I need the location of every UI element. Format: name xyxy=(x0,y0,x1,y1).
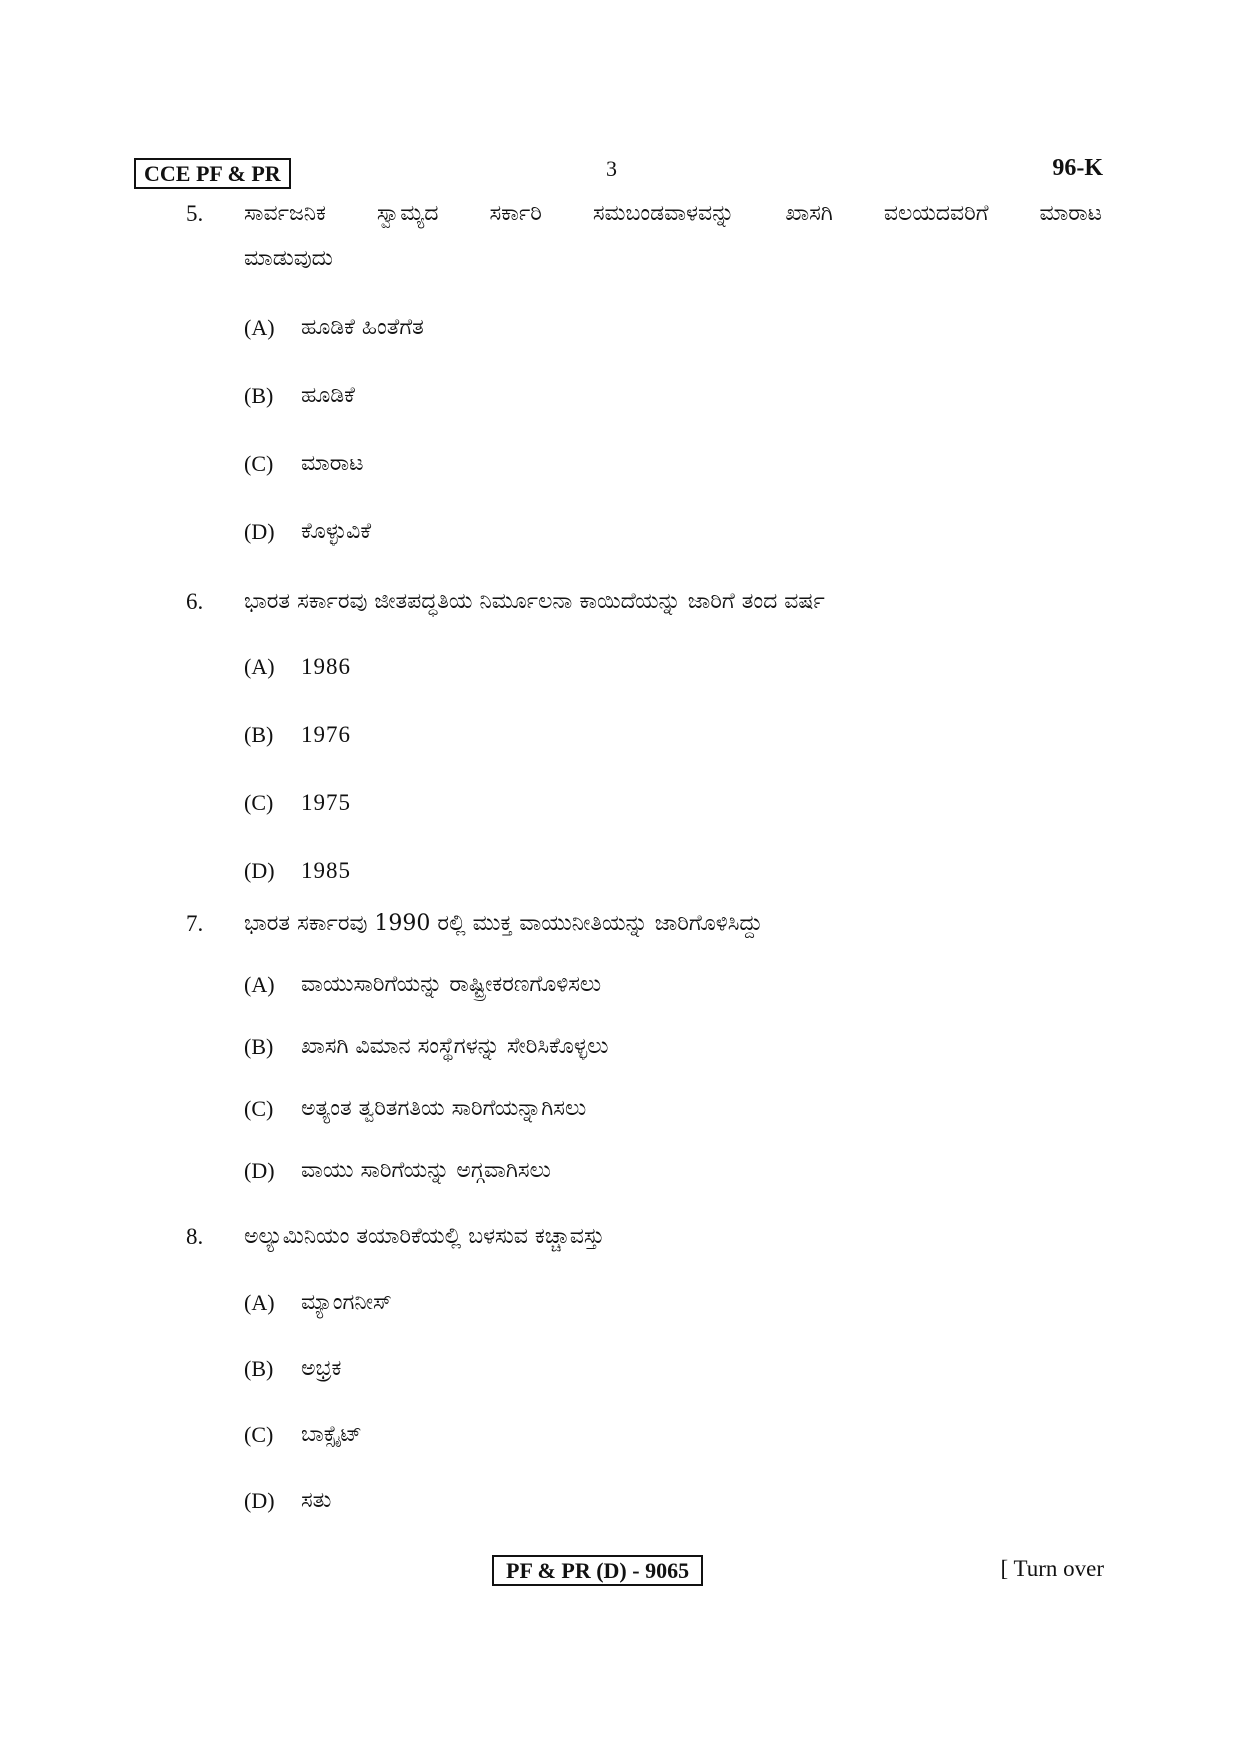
booklet-code: PF & PR (D) - 9065 xyxy=(492,1555,703,1586)
option-label: (C) xyxy=(244,451,274,476)
option-label: (A) xyxy=(244,1290,275,1315)
option-text: ಮಾರಾಟ xyxy=(301,451,364,476)
question-text: ಭಾರತ ಸರ್ಕಾರವು 1990 ರಲ್ಲಿ ಮುಕ್ತ ವಾಯುನೀತಿಯನ್ನು ಜಾರಿಗೊಳಿಸಿದ್ದು xyxy=(244,911,763,936)
option-text: ಕೊಳ್ಳುವಿಕೆ xyxy=(301,519,372,544)
turn-over-note: [ Turn over xyxy=(1000,1556,1104,1581)
option-text: ಬಾಕ್ಸೈಟ್ xyxy=(301,1422,362,1447)
question-text: ಸಾರ್ವಜನಿಕ ಸ್ವಾಮ್ಯದ ಸರ್ಕಾರಿ ಸಮಬಂಡವಾಳವನ್ನು ಖಾಸಗಿ ವಲಯದವರಿಗೆ ಮಾರಾಟ xyxy=(244,201,1102,226)
paper-code: 96-K xyxy=(1052,155,1103,181)
option-text: ಹೂಡಿಕೆ ಹಿಂತೆಗೆತ xyxy=(301,315,424,340)
option-label: (C) xyxy=(244,1422,274,1447)
option-label: (B) xyxy=(244,722,274,747)
question-number: 7. xyxy=(186,911,204,936)
option-label: (D) xyxy=(244,519,275,544)
option-text: ಮ್ಯಾಂಗನೀಸ್ xyxy=(301,1290,392,1315)
option-text: ವಾಯು ಸಾರಿಗೆಯನ್ನು ಅಗ್ಗವಾಗಿಸಲು xyxy=(301,1158,551,1183)
option-text: 1976 xyxy=(301,722,351,747)
option-label: (B) xyxy=(244,1034,274,1059)
option-text: ಸತು xyxy=(301,1488,332,1513)
question-number: 8. xyxy=(186,1224,204,1249)
option-label: (A) xyxy=(244,654,275,679)
option-label: (B) xyxy=(244,383,274,408)
option-label: (D) xyxy=(244,1488,275,1513)
question-text-continued: ಮಾಡುವುದು xyxy=(244,246,333,271)
option-label: (D) xyxy=(244,1158,275,1183)
question-number: 5. xyxy=(186,201,204,226)
option-text: ಹೂಡಿಕೆ xyxy=(301,383,355,408)
option-label: (A) xyxy=(244,315,275,340)
option-text: ಅಭ್ರಕ xyxy=(301,1356,342,1381)
option-text: ಅತ್ಯಂತ ತ್ವರಿತಗತಿಯ ಸಾರಿಗೆಯನ್ನಾಗಿಸಲು xyxy=(301,1096,587,1121)
question-number: 6. xyxy=(186,589,204,614)
option-text: ಖಾಸಗಿ ವಿಮಾನ ಸಂಸ್ಥೆಗಳನ್ನು ಸೇರಿಸಿಕೊಳ್ಳಲು xyxy=(301,1034,609,1059)
question-text: ಭಾರತ ಸರ್ಕಾರವು ಜೀತಪದ್ಧತಿಯ ನಿರ್ಮೂಲನಾ ಕಾಯಿದೆಯನ್ನು ಜಾರಿಗೆ ತಂದ ವರ್ಷ xyxy=(244,589,825,614)
option-label: (C) xyxy=(244,1096,274,1121)
page-number: 3 xyxy=(606,156,617,181)
option-text: 1986 xyxy=(301,654,351,679)
option-text: 1975 xyxy=(301,790,351,815)
option-text: ವಾಯುಸಾರಿಗೆಯನ್ನು ರಾಷ್ಟ್ರೀಕರಣಗೊಳಿಸಲು xyxy=(301,972,602,997)
option-label: (A) xyxy=(244,972,275,997)
question-text: ಅಲ್ಯುಮಿನಿಯಂ ತಯಾರಿಕೆಯಲ್ಲಿ ಬಳಸುವ ಕಚ್ಚಾವಸ್ತು xyxy=(244,1224,605,1249)
paper-series-label: CCE PF & PR xyxy=(134,158,291,189)
option-text: 1985 xyxy=(301,858,351,883)
option-label: (B) xyxy=(244,1356,274,1381)
option-label: (D) xyxy=(244,858,275,883)
option-label: (C) xyxy=(244,790,274,815)
